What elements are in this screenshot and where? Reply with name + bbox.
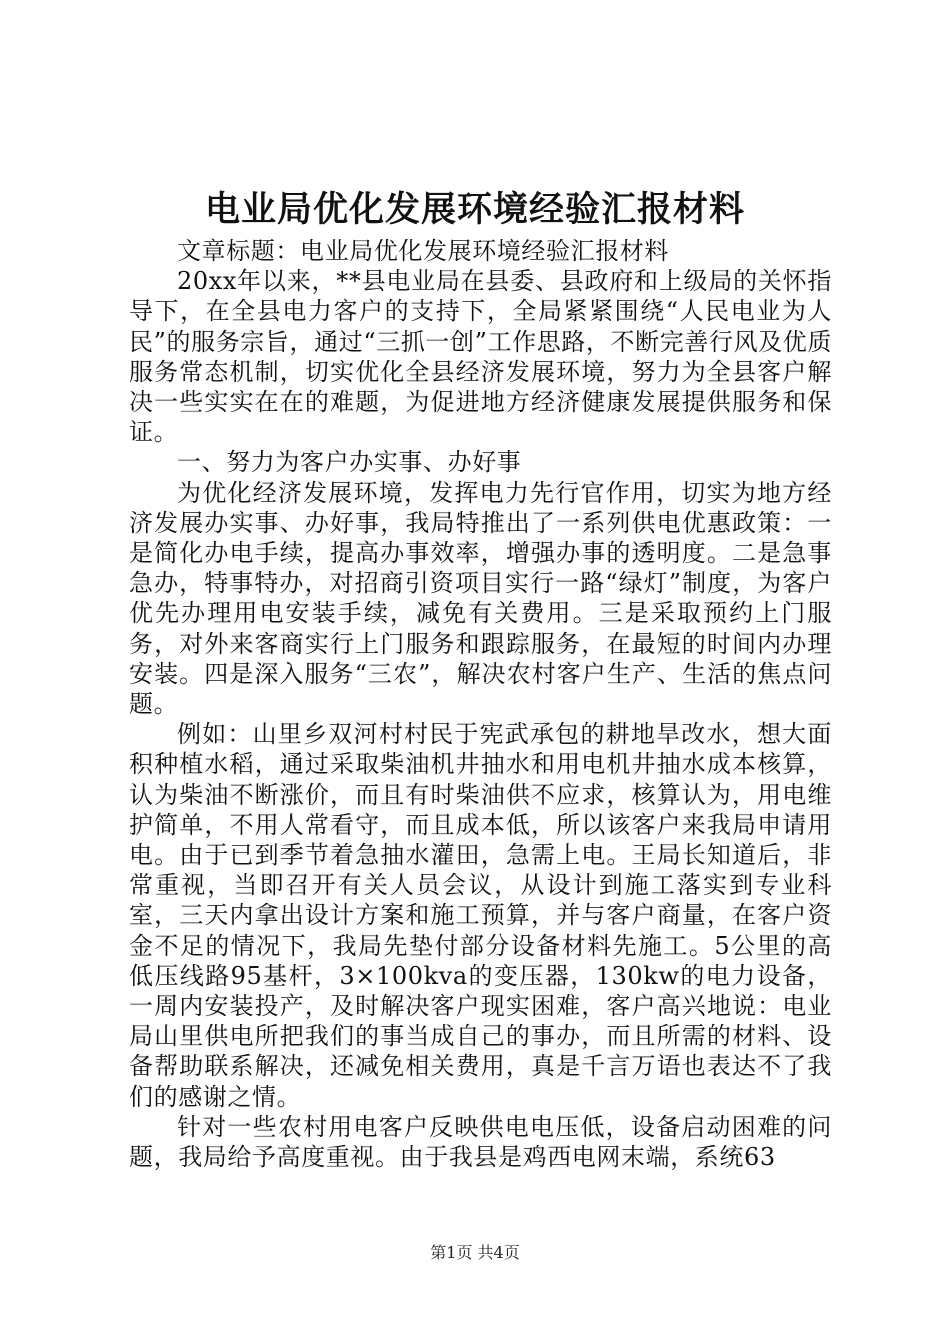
document-body: [129, 236, 832, 1172]
document-title: 电业局优化发展环境经验汇报材料: [204, 189, 745, 230]
example-paragraph: 例如：山里乡双河村村民于宪武承包的耕地旱改水，想大面积种植水稻，通过采取柴油机井抽水和用电机井抽水成本核算，认为柴油不断涨价，而且有时柴油供不应求，核算认为，用电维护简单，不用人常看守，而且成本低，所以该客户来我局申请用电。由于已到季节着急抽水灌田，急需上电。王局长知道后，非常重视，当即召开有关人员会议，从设计到施工落实到专业科室，三天内拿出设计方案和施工预算，并与客户商量，在客户资金不足的情况下，我局先垫付部分设备材料先施工。5公里的高低压线路95基杆，3×100kva的变压器，130kw的电力设备，一周内安装投产，及时解决客户现实困难，客户高兴地说：电业局山里供电所把我们的事当成自己的事办，而且所需的材料、设备帮助联系解决，还减免相关费用，真是千言万语也表达不了我们的感谢之情。: [129, 720, 832, 1111]
body-paragraph: 为优化经济发展环境，发挥电力先行官作用，切实为地方经济发展办实事、办好事，我局特推出了一系列供电优惠政策：一是简化办电手续，提高办事效率，增强办事的透明度。二是急事急办，特事特办，对招商引资项目实行一路“绿灯”制度，为客户优先办理用电安装手续，减免有关费用。三是采取预约上门服务，对外来客商实行上门服务和跟踪服务，在最短的时间内办理安装。四是深入服务“三农”，解决农村客户生产、生活的焦点问题。: [129, 478, 832, 719]
page-number-footer: 第1页 共4页: [430, 1243, 520, 1262]
section-heading: 一、努力为客户办实事、办好事: [177, 448, 522, 477]
body-paragraph: 针对一些农村用电客户反映供电电压低，设备启动困难的问题，我局给予高度重视。由于我县是鸡西电网末端，系统63: [129, 1112, 832, 1172]
intro-paragraph: 20xx年以来，**县电业局在县委、县政府和上级局的关怀指导下，在全县电力客户的支持下，全局紧紧围绕“人民电业为人民”的服务宗旨，通过“三抓一创”工作思路，不断完善行风及优质服务常态机制，切实优化全县经济发展环境，努力为全县客户解决一些实实在在的难题，为促进地方经济健康发展提供服务和保证。: [129, 267, 832, 447]
article-title-line: 文章标题：电业局优化发展环境经验汇报材料: [177, 237, 669, 265]
